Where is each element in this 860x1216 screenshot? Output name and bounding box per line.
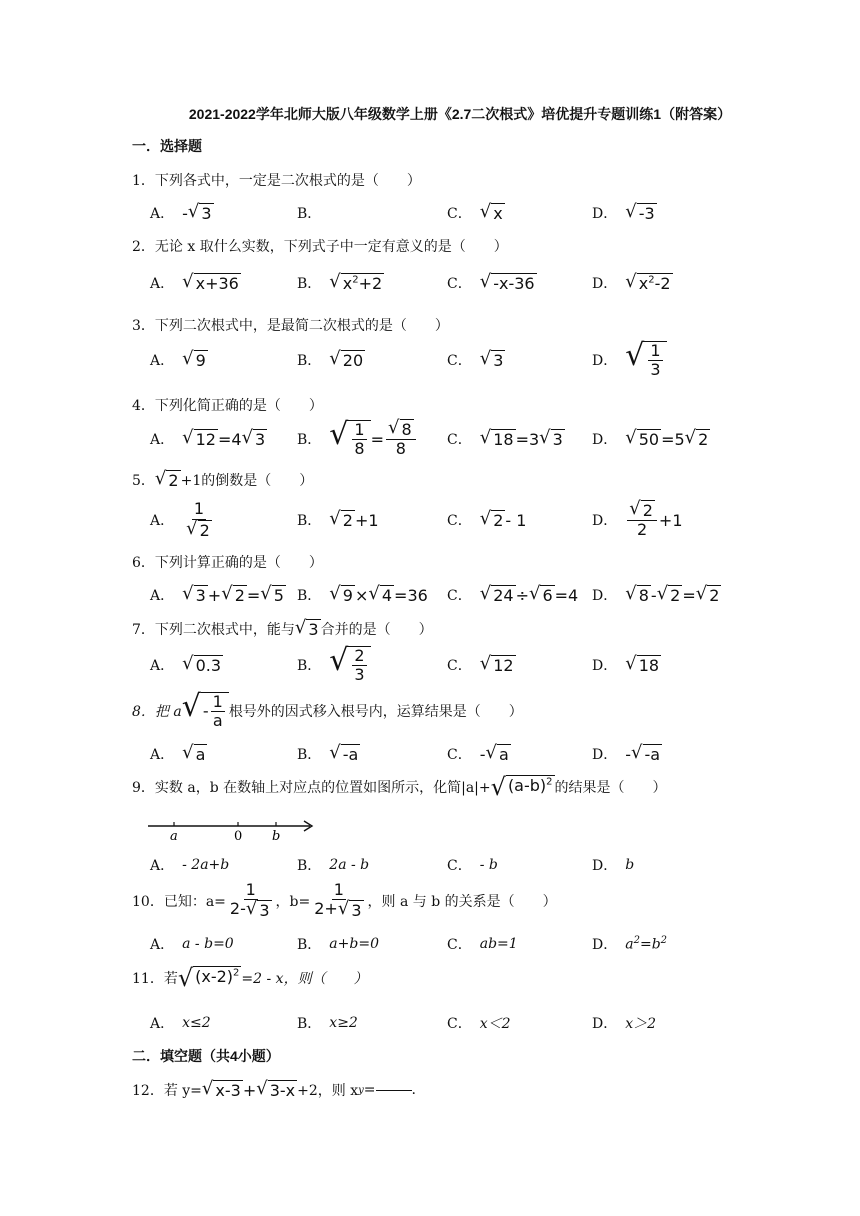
question-9-options (150, 848, 710, 882)
option-4b: B． √ $\frac{1}{8}$ = √ 8 8 (297, 422, 418, 456)
page-title: 2021-2022学年北师大版八年级数学上册《2.7二次根式》培优提升专题训练1（附答案） (188, 106, 732, 122)
option-11a: A． x≤2 (150, 1015, 211, 1032)
answer-blank[interactable] (376, 1090, 412, 1091)
question-1-options (150, 196, 710, 230)
question-2-stem: 2．无论 x 取什么实数，下列式子中一定有意义的是（ ） (132, 239, 508, 255)
number-line-figure (146, 814, 320, 844)
option-2c: C． √ -x-36 (447, 270, 535, 293)
question-8-options (150, 737, 710, 771)
question-4-options (150, 416, 710, 459)
option-3d: D． √ $\frac{1}{3}$ (592, 343, 667, 377)
option-6c: C． √ 24 ÷ √ 6 =4 (447, 582, 579, 605)
option-6a: A． √ 3 + √ 2 = √ 5 (150, 582, 284, 605)
option-1d: D． √ -3 (592, 200, 655, 223)
option-11b: B． x≥2 (297, 1015, 358, 1032)
option-10c: C． ab=1 (447, 936, 518, 953)
option-11c: C． x＜2 (447, 1016, 511, 1032)
option-3b: B． √ 20 (297, 347, 364, 370)
question-3-options (150, 337, 710, 379)
question-11-options (150, 1006, 710, 1040)
option-9c: C． - b (447, 857, 498, 874)
option-10a: A． a - b=0 (150, 936, 234, 953)
question-7-options (150, 642, 710, 684)
question-1-stem: 1．下列各式中，一定是二次根式的是（ ） (132, 173, 421, 189)
option-1c: C． √ x (447, 200, 503, 223)
option-1b: B． (297, 206, 322, 222)
option-7a: A． √ 0.3 (150, 652, 222, 675)
option-2d: D． √ $x^2-2$ (592, 270, 671, 293)
question-5-stem: 5． √ 2 +1的倒数是（ ） (132, 468, 314, 490)
question-3-stem: 3．下列二次根式中，是最简二次根式的是（ ） (132, 318, 449, 334)
option-9a: A． - 2a+b (150, 857, 230, 874)
question-4-stem: 4．下列化简正确的是（ ） (132, 398, 323, 414)
question-2-options (150, 266, 710, 300)
option-10d: D． $a^2=b^2$ (592, 935, 668, 953)
option-8b: B． √ -a (297, 741, 359, 764)
question-8-stem: 8．把 a √ - $\frac{1}{a}$ 根号外的因式移入根号内，运算结果是（ ） (132, 689, 523, 731)
option-5a: A． 1 √ 2 (150, 499, 210, 540)
option-4a: A． √ 12 =4 √ 3 (150, 426, 266, 449)
question-10-stem: 10．已知：a= 1 2- √ 3 ，b= 1 2+ √ 3 ，则 a 与 b 的关系是（ ） (132, 880, 557, 921)
option-8c: C． - √ a (447, 741, 509, 764)
option-7b: B． √ $\frac{2}{3}$ (297, 648, 371, 682)
label-a: a (170, 829, 178, 844)
option-2a: A． √ x+36 (150, 270, 239, 293)
option-5c: C． √ 2 - 1 (447, 507, 527, 530)
question-6-options (150, 578, 720, 612)
option-4d: D． √ 50 =5 √ 2 (592, 426, 709, 449)
option-5d: D． √ 2 2 +1 (592, 498, 683, 540)
option-1a: A． - √ 3 (150, 200, 212, 223)
question-12-stem: 12．若 y= √ x-3 + √ 3-x +2，则 x y = . (132, 1078, 416, 1100)
option-6b: B． √ 9 × √ 4 =36 (297, 582, 428, 605)
option-4c: C． √ 18 =3 √ 3 (447, 426, 563, 449)
question-7-stem: 7．下列二次根式中，能与 √ 3 合并的是（ ） (132, 617, 433, 639)
option-9d: D． b (592, 857, 635, 874)
question-11-stem: 11．若 √ $(x-2)^2$ =2 - x，则（ ） (132, 964, 368, 992)
option-8a: A． √ a (150, 741, 206, 764)
option-10b: B． a+b=0 (297, 936, 379, 953)
question-10-options (150, 927, 710, 961)
option-3c: C． √ 3 (447, 347, 504, 370)
section-heading-choice: 一．选择题 (132, 138, 202, 154)
question-5-options (150, 498, 710, 540)
option-2b: B． √ $x^2+2$ (297, 270, 383, 293)
option-3a: A． √ 9 (150, 347, 206, 370)
option-6d: D． √ 8 - √ 2 = √ 2 (592, 582, 720, 605)
label-0: 0 (234, 829, 243, 844)
option-5b: B． √ 2 +1 (297, 507, 379, 530)
option-7d: D． √ 18 (592, 652, 660, 675)
question-6-stem: 6．下列计算正确的是（ ） (132, 555, 323, 571)
question-9-stem: 9．实数 a，b 在数轴上对应点的位置如图所示，化简|a|+ √ $(a-b)^2$ 的结果是（ ） (132, 773, 667, 801)
option-8d: D． - √ -a (592, 741, 661, 764)
option-7c: C． √ 12 (447, 652, 514, 675)
section-heading-fill: 二．填空题（共4小题） (132, 1048, 280, 1064)
option-9b: B． 2a - b (297, 857, 370, 874)
label-b: b (272, 829, 281, 844)
option-11d: D． x＞2 (592, 1016, 657, 1032)
